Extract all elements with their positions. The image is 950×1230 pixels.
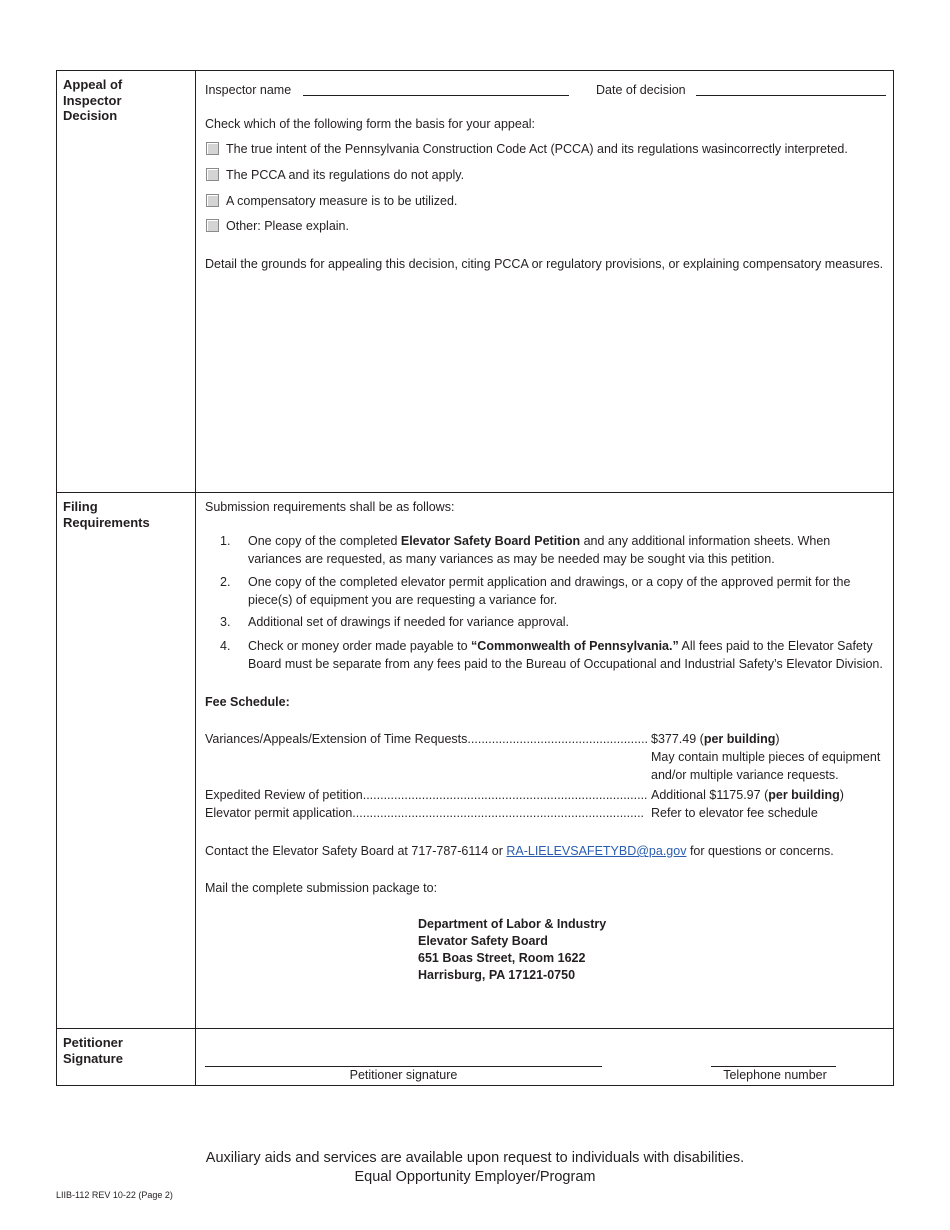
fee-schedule-title: Fee Schedule: [205, 695, 290, 709]
filing-section [57, 492, 893, 1028]
contact-line: Contact the Elevator Safety Board at 717-787-6114 or RA-LIELEVSAFETYBD@pa.gov for questions or concerns. [205, 844, 834, 858]
fee-permit-amount: Refer to elevator fee schedule [651, 806, 818, 820]
date-of-decision-field[interactable] [696, 95, 886, 96]
option-label-other: Other: Please explain. [226, 219, 349, 233]
telephone-number-field[interactable] [711, 1066, 836, 1067]
signature-section-content [196, 1029, 893, 1086]
fee-variances-note: May contain multiple pieces of equipment [651, 750, 881, 764]
inspector-name-label: Inspector name [205, 83, 292, 97]
option-checkbox-compensatory-measure[interactable] [206, 194, 219, 207]
filing-section-label: Filing Requirements [57, 493, 196, 1028]
appeal-section-label: Appeal of Inspector Decision [57, 71, 196, 492]
appeal-detail-prompt: Detail the grounds for appealing this decision, citing PCCA or regulatory provisions, or explaining compensatory measures. [205, 257, 884, 271]
fee-variances-amount: $377.49 (per building) [651, 732, 780, 746]
filing-intro: Submission requirements shall be as follows: [205, 500, 455, 514]
accessibility-notice: Auxiliary aids and services are available upon request to individuals with disabilities. [205, 1150, 745, 1166]
filing-item-number: 1. [220, 534, 231, 548]
petitioner-signature-label: Petitioner signature [349, 1068, 458, 1082]
fee-expedited-label: Expedited Review of petition.................................................................................. [205, 788, 648, 802]
address-line: Elevator Safety Board [418, 934, 548, 948]
filing-item: Additional set of drawings if needed for variance approval. [248, 615, 570, 629]
filing-item-number: 3. [220, 615, 231, 629]
date-of-decision-label: Date of decision [596, 83, 686, 97]
signature-section [57, 1028, 893, 1086]
petition-form-table [56, 70, 894, 1086]
option-checkbox-incorrect-interpretation[interactable] [206, 142, 219, 155]
filing-item: Check or money order made payable to “Commonwealth of Pennsylvania.” All fees paid to the Elevator Safety Board must be separate from any fees paid to the Bureau of Occupational and Industrial Safety’s Elevator Division. [248, 639, 883, 671]
fee-expedited-amount: Additional $1175.97 (per building) [651, 788, 844, 802]
address-line: 651 Boas Street, Room 1622 [418, 951, 586, 965]
petitioner-signature-field[interactable] [205, 1066, 602, 1067]
telephone-number-label: Telephone number [723, 1068, 827, 1082]
mailing-address [418, 916, 606, 984]
equal-opportunity-notice: Equal Opportunity Employer/Program [354, 1169, 596, 1185]
appeal-section-content [196, 71, 893, 492]
option-label-does-not-apply: The PCCA and its regulations do not apply. [226, 168, 465, 182]
filing-item-number: 2. [220, 575, 231, 589]
address-line: Department of Labor & Industry [418, 917, 607, 931]
appeal-basis-prompt: Check which of the following form the basis for your appeal: [205, 117, 536, 131]
fee-variances-note: and/or multiple variance requests. [651, 768, 839, 782]
fee-permit-label: Elevator permit application.................................................................................... [205, 806, 645, 820]
form-id: LIIB-112 REV 10-22 (Page 2) [56, 1190, 173, 1200]
option-label-incorrect-interpretation: The true intent of the Pennsylvania Construction Code Act (PCCA) and its regulations wasincorrectly interpreted. [226, 142, 848, 156]
appeal-section [57, 71, 893, 492]
option-checkbox-other[interactable] [206, 219, 219, 232]
filing-item-number: 4. [220, 639, 231, 653]
option-checkbox-does-not-apply[interactable] [206, 168, 219, 181]
address-line: Harrisburg, PA 17121-0750 [418, 968, 576, 982]
fee-variances-label: Variances/Appeals/Extension of Time Requests.................................................... [205, 732, 649, 746]
appeal-detail-textarea[interactable] [205, 281, 885, 476]
filing-item: One copy of the completed elevator permit application and drawings, or a copy of the approved permit for the piece(s) of equipment you are requesting a variance for. [248, 575, 851, 607]
filing-section-content [196, 493, 893, 1028]
mail-prompt: Mail the complete submission package to: [205, 881, 438, 895]
inspector-name-field[interactable] [303, 95, 569, 96]
filing-item: One copy of the completed Elevator Safety Board Petition and any additional information sheets. When variances are requested, as many variances as may be needed may be sought via this petition. [248, 534, 831, 566]
signature-section-label: Petitioner Signature [57, 1029, 196, 1086]
contact-email-link[interactable]: RA-LIELEVSAFETYBD@pa.gov [506, 844, 687, 858]
option-label-compensatory-measure: A compensatory measure is to be utilized. [226, 194, 458, 208]
